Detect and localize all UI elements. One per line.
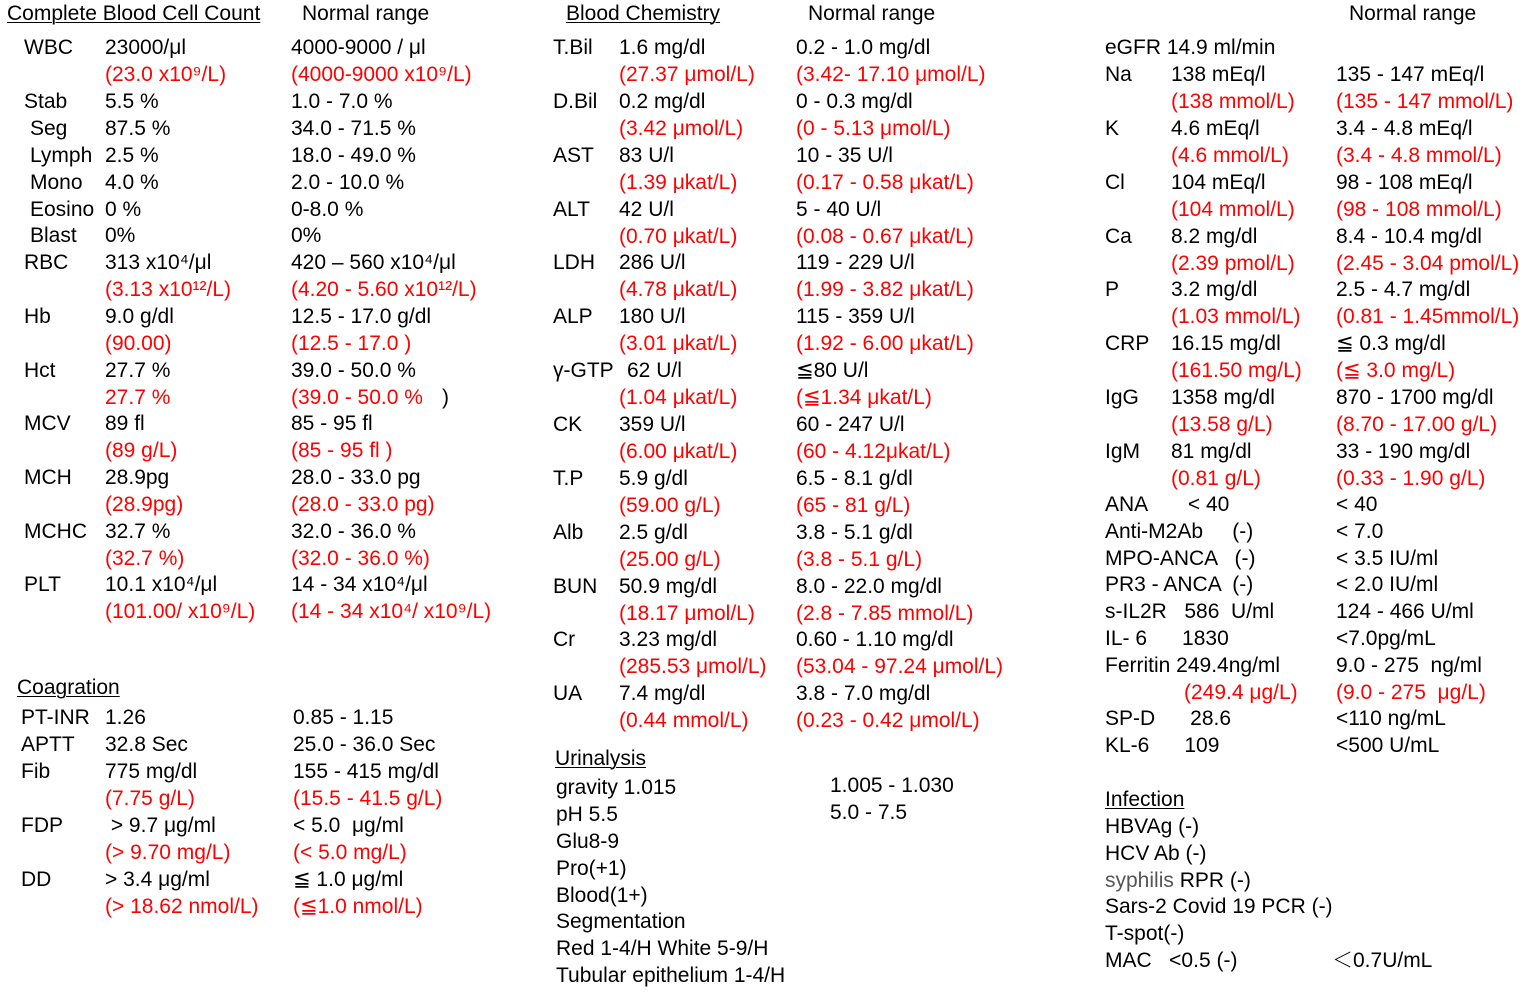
chem-value-si: (0.44 mmol/L) [619,709,749,732]
urinalysis-range: 1.005 - 1.030 [830,774,954,797]
chem-value-si: (3.01 μkat/L) [619,332,738,355]
right-value: 81 mg/dl [1171,440,1252,463]
cbc-range-si: (28.0 - 33.0 pg) [291,493,435,516]
misc-text: SP-D 28.6 [1105,707,1232,730]
chem-name: ALP [553,305,593,328]
right-value-si: (138 mmol/L) [1171,90,1295,113]
cbc-range-si: (85 - 95 fl ) [291,439,393,462]
misc-text: MPO-ANCA (-) [1105,547,1256,570]
cbc-value-si: (90.00) [105,332,172,355]
chem-range-si: (0 - 5.13 μmol/L) [796,117,951,140]
chem-name: CK [553,413,583,436]
infection-syphilis [1105,870,1251,891]
infection-mac-range: ＜0.7U/mL [1332,949,1433,972]
misc-range: <7.0pg/mL [1336,627,1436,650]
cbc-value-si: 27.7 % [105,386,171,409]
egfr: eGFR 14.9 ml/min [1105,36,1276,59]
misc-range: < 3.5 IU/ml [1336,547,1439,570]
right-value: 104 mEq/l [1171,171,1266,194]
chem-range-si: (3.42- 17.10 μmol/L) [796,63,986,86]
right-range-si: (0.33 - 1.90 g/L) [1336,467,1486,490]
cbc-name: Hb [24,305,51,328]
right-value: 4.6 mEq/l [1171,117,1260,140]
cbc-name: Lymph [30,144,93,167]
chem-range: ≦80 U/l [796,359,869,382]
ferritin-range-si: (9.0 - 275 μg/L) [1336,681,1486,704]
coag-value-si: (> 18.62 nmol/L) [105,895,259,918]
urinalysis-line: pH 5.5 [556,803,618,826]
right-range: 33 - 190 mg/dl [1336,440,1471,463]
misc-text: s-IL2R 586 U/ml [1105,600,1275,623]
infection-title: Infection [1105,788,1185,811]
cbc-value-si: (32.7 %) [105,547,185,570]
chem-range: 10 - 35 U/l [796,144,893,167]
right-range-si: (0.81 - 1.45mmol/L) [1336,305,1520,328]
chem-value-si: (4.78 μkat/L) [619,278,738,301]
chem-value-si: (1.39 μkat/L) [619,171,738,194]
cbc-range-si: (32.0 - 36.0 %) [291,547,430,570]
syphilis-rpr: RPR (-) [1173,869,1251,892]
misc-range: < 40 [1336,493,1378,516]
right-range: 135 - 147 mEq/l [1336,63,1485,86]
cbc-name: Eosino [30,198,95,221]
chem-range: 3.8 - 5.1 g/dl [796,521,913,544]
chem-value: 83 U/l [619,144,674,167]
coag-value: 32.8 Sec [105,733,188,756]
chem-range: 3.8 - 7.0 mg/dl [796,682,931,705]
infection-hcv: HCV Ab (-) [1105,842,1207,865]
cbc-range: 34.0 - 71.5 % [291,117,416,140]
cbc-name: Blast [30,224,77,247]
chem-value: 286 U/l [619,251,686,274]
cbc-value: 5.5 % [105,90,159,113]
cbc-name: RBC [24,251,69,274]
coag-value: 1.26 [105,706,146,729]
misc-text: Ferritin 249.4ng/ml [1105,654,1281,677]
right-range: 2.5 - 4.7 mg/dl [1336,278,1471,301]
chem-value-si: (1.04 μkat/L) [619,386,738,409]
cbc-value: 10.1 x10⁴/μl [105,573,218,596]
chem-name: γ-GTP [553,359,614,382]
right-value-si: (104 mmol/L) [1171,198,1295,221]
chem-range: 115 - 359 U/l [796,305,915,328]
chem-name: D.Bil [553,90,598,113]
urinalysis-title: Urinalysis [555,747,647,770]
cbc-value: 4.0 % [105,171,159,194]
chem-value: 62 U/l [627,359,682,382]
syphilis-word: syphilis [1105,869,1174,892]
coag-value-si: (> 9.70 mg/L) [105,841,231,864]
chem-name: Alb [553,521,584,544]
coag-value-si: (7.75 g/L) [105,787,195,810]
right-range-si: (3.4 - 4.8 mmol/L) [1336,144,1502,167]
right-range-si: (135 - 147 mmol/L) [1336,90,1514,113]
right-value-si: (2.39 pmol/L) [1171,252,1295,275]
chem-title: Blood Chemistry [566,2,721,25]
coag-value: 775 mg/dl [105,760,198,783]
right-range: 3.4 - 4.8 mEq/l [1336,117,1473,140]
right-name: Cl [1105,171,1125,194]
coag-range: 0.85 - 1.15 [293,706,394,729]
cbc-range: 420 – 560 x10⁴/μl [291,251,456,274]
cbc-name: PLT [24,573,61,596]
cbc-value-si: (101.00/ x10⁹/L) [105,600,256,623]
chem-value: 0.2 mg/dl [619,90,706,113]
chem-name: T.P [553,467,584,490]
cbc-value: 23000/μl [105,36,186,59]
urinalysis-line: Blood(1+) [556,884,648,907]
cbc-range: 32.0 - 36.0 % [291,520,416,543]
coag-value: > 3.4 μg/ml [105,868,210,891]
misc-range: 124 - 466 U/ml [1336,600,1474,623]
cbc-range: 0% [291,224,322,247]
cbc-value: 313 x10⁴/μl [105,251,212,274]
right-name: IgG [1105,386,1139,409]
chem-name: LDH [553,251,596,274]
chem-range: 119 - 229 U/l [796,251,915,274]
coag-range: 25.0 - 36.0 Sec [293,733,436,756]
right-value: 138 mEq/l [1171,63,1266,86]
right-value-si: (161.50 mg/L) [1171,359,1302,382]
right-name: P [1105,278,1120,301]
cbc-title: Complete Blood Cell Count [7,2,261,25]
cbc-range: 4000-9000 / μl [291,36,426,59]
cbc-range: 0-8.0 % [291,198,364,221]
urinalysis-line: gravity 1.015 [556,776,677,799]
coag-name: Fib [21,760,51,783]
chem-name: BUN [553,575,598,598]
chem-value-si: (0.70 μkat/L) [619,225,738,248]
chem-value: 2.5 g/dl [619,521,688,544]
infection-tspot: T-spot(-) [1105,922,1185,945]
chem-range-si: (65 - 81 g/L) [796,494,911,517]
coag-range: ≦ 1.0 μg/ml [293,868,404,891]
right-value-si: (1.03 mmol/L) [1171,305,1301,328]
chem-name: Cr [553,628,576,651]
chem-range-si: (3.8 - 5.1 g/L) [796,548,923,571]
cbc-range: 12.5 - 17.0 g/dl [291,305,432,328]
cbc-value-si: (89 g/L) [105,439,178,462]
cbc-name: MCHC [24,520,87,543]
cbc-name: Mono [30,171,83,194]
right-value: 3.2 mg/dl [1171,278,1258,301]
chem-name: ALT [553,198,590,221]
misc-text: KL-6 109 [1105,734,1220,757]
right-range-si: (8.70 - 17.00 g/L) [1336,413,1498,436]
chem-value: 50.9 mg/dl [619,575,718,598]
coag-range-si: (≦1.0 nmol/L) [293,895,423,918]
right-range-si: (2.45 - 3.04 pmol/L) [1336,252,1520,275]
chem-range-si: (0.23 - 0.42 μmol/L) [796,709,980,732]
chem-value-si: (3.42 μmol/L) [619,117,744,140]
chem-value: 1.6 mg/dl [619,36,706,59]
chem-name: T.Bil [553,36,593,59]
cbc-range-header: Normal range [302,2,430,25]
chem-range-si: (2.8 - 7.85 mmol/L) [796,602,974,625]
cbc-value: 28.9pg [105,466,170,489]
cbc-range: 2.0 - 10.0 % [291,171,405,194]
cbc-range-si-tail: ) [442,386,449,409]
cbc-range: 1.0 - 7.0 % [291,90,393,113]
chem-range: 6.5 - 8.1 g/dl [796,467,913,490]
misc-text: Anti-M2Ab (-) [1105,520,1254,543]
right-value: 8.2 mg/dl [1171,225,1258,248]
coag-range: 155 - 415 mg/dl [293,760,439,783]
misc-range: <500 U/mL [1336,734,1440,757]
urinalysis-line: Glu8-9 [556,830,620,853]
right-name: Ca [1105,225,1132,248]
chem-range: 8.0 - 22.0 mg/dl [796,575,942,598]
cbc-range: 14 - 34 x10⁴/μl [291,573,428,596]
right-name: IgM [1105,440,1141,463]
infection-hbv: HBVAg (-) [1105,815,1200,838]
right-value: 16.15 mg/dl [1171,332,1281,355]
cbc-name: MCV [24,412,71,435]
chem-value: 3.23 mg/dl [619,628,718,651]
chem-range-si: (1.99 - 3.82 μkat/L) [796,278,974,301]
right-value-si: (0.81 g/L) [1171,467,1261,490]
chem-range-si: (0.08 - 0.67 μkat/L) [796,225,974,248]
chem-value: 42 U/l [619,198,674,221]
chem-value: 5.9 g/dl [619,467,688,490]
chem-value-si: (18.17 μmol/L) [619,602,755,625]
cbc-value: 27.7 % [105,359,171,382]
cbc-range-si: (12.5 - 17.0 ) [291,332,412,355]
chem-value-si: (6.00 μkat/L) [619,440,738,463]
cbc-value-si: (28.9pg) [105,493,184,516]
misc-range: <110 ng/mL [1336,707,1446,730]
cbc-name: Seg [30,117,68,140]
right-value-si: (13.58 g/L) [1171,413,1273,436]
coag-name: APTT [21,733,75,756]
cbc-name: MCH [24,466,72,489]
chem-range-si: (0.17 - 0.58 μkat/L) [796,171,974,194]
cbc-name: Hct [24,359,56,382]
chem-range-si: (1.92 - 6.00 μkat/L) [796,332,974,355]
ferritin-si: (249.4 μg/L) [1184,681,1298,704]
chem-value: 359 U/l [619,413,686,436]
misc-range: < 2.0 IU/ml [1336,573,1439,596]
infection-sars: Sars-2 Covid 19 PCR (-) [1105,895,1333,918]
cbc-range: 28.0 - 33.0 pg [291,466,421,489]
cbc-value: 32.7 % [105,520,171,543]
cbc-value: 87.5 % [105,117,171,140]
cbc-value: 0 % [105,198,142,221]
cbc-range-si: (39.0 - 50.0 % [291,386,423,409]
cbc-value-si: (23.0 x10⁹/L) [105,63,227,86]
chem-range: 60 - 247 U/l [796,413,905,436]
coag-title: Coagration [17,676,120,699]
cbc-range: 18.0 - 49.0 % [291,144,416,167]
urinalysis-line: Red 1-4/H White 5-9/H [556,937,769,960]
coag-range: < 5.0 μg/ml [293,814,404,837]
coag-range-si: (15.5 - 41.5 g/L) [293,787,443,810]
coag-name: FDP [21,814,63,837]
cbc-range: 39.0 - 50.0 % [291,359,416,382]
cbc-name: Stab [24,90,68,113]
misc-text: PR3 - ANCA (-) [1105,573,1254,596]
coag-value: > 9.7 μg/ml [105,814,216,837]
right-range-header: Normal range [1349,2,1477,25]
urinalysis-line: Segmentation [556,910,686,933]
right-name: Na [1105,63,1132,86]
right-range-si: (≦ 3.0 mg/L) [1336,359,1456,382]
chem-value-si: (25.00 g/L) [619,548,721,571]
chem-range: 0.60 - 1.10 mg/dl [796,628,954,651]
cbc-value: 0% [105,224,136,247]
chem-value: 7.4 mg/dl [619,682,706,705]
right-range: 98 - 108 mEq/l [1336,171,1473,194]
right-name: CRP [1105,332,1150,355]
urinalysis-line: Tubular epithelium 1-4/H [556,964,786,987]
right-range: 870 - 1700 mg/dl [1336,386,1494,409]
chem-name: UA [553,682,583,705]
right-range-si: (98 - 108 mmol/L) [1336,198,1502,221]
coag-name: DD [21,868,52,891]
misc-text: ANA < 40 [1105,493,1230,516]
cbc-value: 2.5 % [105,144,159,167]
cbc-range-si: (14 - 34 x10⁴/ x10⁹/L) [291,600,492,623]
chem-range: 0 - 0.3 mg/dl [796,90,913,113]
cbc-range: 85 - 95 fl [291,412,373,435]
chem-value-si: (59.00 g/L) [619,494,721,517]
chem-range: 0.2 - 1.0 mg/dl [796,36,931,59]
chem-value: 180 U/l [619,305,686,328]
urinalysis-range: 5.0 - 7.5 [830,801,908,824]
right-value-si: (4.6 mmol/L) [1171,144,1289,167]
coag-name: PT-INR [21,706,90,729]
misc-text: IL- 6 1830 [1105,627,1229,650]
cbc-value: 89 fl [105,412,145,435]
chem-value-si: (27.37 μmol/L) [619,63,755,86]
cbc-value: 9.0 g/dl [105,305,174,328]
chem-range-header: Normal range [808,2,936,25]
right-value: 1358 mg/dl [1171,386,1275,409]
chem-value-si: (285.53 μmol/L) [619,655,767,678]
infection-mac: MAC <0.5 (-) [1105,949,1238,972]
right-range: 8.4 - 10.4 mg/dl [1336,225,1482,248]
cbc-range-si: (4.20 - 5.60 x10¹²/L) [291,278,477,301]
chem-range-si: (≦1.34 μkat/L) [796,386,932,409]
cbc-name: WBC [24,36,73,59]
misc-range: < 7.0 [1336,520,1384,543]
chem-range-si: (53.04 - 97.24 μmol/L) [796,655,1004,678]
right-name: K [1105,117,1120,140]
chem-range: 5 - 40 U/l [796,198,882,221]
cbc-range-si: (4000-9000 x10⁹/L) [291,63,472,86]
right-range: ≦ 0.3 mg/dl [1336,332,1446,355]
cbc-value-si: (3.13 x10¹²/L) [105,278,232,301]
chem-range-si: (60 - 4.12μkat/L) [796,440,951,463]
chem-name: AST [553,144,594,167]
urinalysis-line: Pro(+1) [556,857,627,880]
misc-range: 9.0 - 275 ng/ml [1336,654,1482,677]
coag-range-si: (< 5.0 mg/L) [293,841,407,864]
